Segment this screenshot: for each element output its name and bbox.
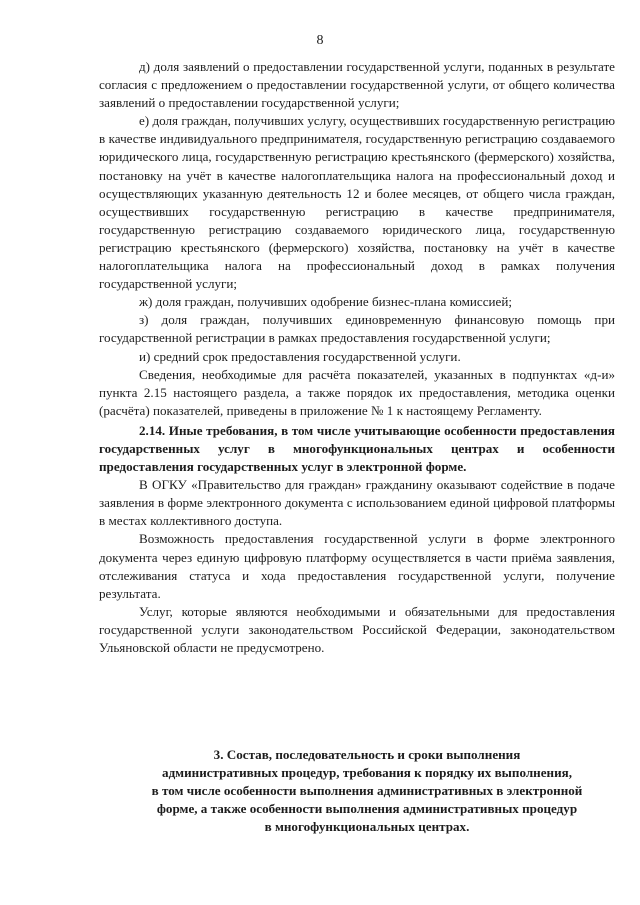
section-3-heading-line: в том числе особенности выполнения административных в электронной <box>151 783 583 798</box>
paragraph-z: з) доля граждан, получивших единовременную финансовую помощь при государственной регистрации в рамках предоставления государственной услуги; <box>99 312 615 346</box>
section-3-heading-line: форме, а также особенности выполнения административных процедур <box>156 801 578 816</box>
section-3-heading-line: в многофункциональных центрах. <box>264 819 470 834</box>
paragraph-services: Услуг, которые являются необходимыми и обязательными для предоставления государственной услуги законодательством Российской Федерации, законодательством Ульяновской области не предусмотрено. <box>99 603 615 655</box>
paragraph-info: Сведения, необходимые для расчёта показателей, указанных в подпунктах «д-и» пункта 2.15 настоящего раздела, а также порядок их предоставления, методика оценки (расчёта) показателей, приведены в приложение № 1 к настоящему Регламенту. <box>99 366 615 418</box>
section-3-heading <box>99 746 615 836</box>
paragraph-possibility: Возможность предоставления государственной услуги в форме электронного документа через единую цифровую платформу осуществляется в части приёма заявления, отслеживания статуса и хода предоставления государственной услуги, получение результата. <box>99 531 615 601</box>
section-2-14-heading: 2.14. Иные требования, в том числе учитывающие особенности предоставления государственных услуг в многофункциональных центрах и особенности предоставления государственных услуг в электронной форме. <box>99 422 615 475</box>
paragraph-ogku: В ОГКУ «Правительство для граждан» гражданину оказывают содействие в подаче заявления в форме электронного документа с использованием единой цифровой платформы в местах коллективного доступа. <box>99 477 615 529</box>
section-3-heading-line: административных процедур, требования к порядку их выполнения, <box>162 765 572 780</box>
section-3-heading-line: 3. Состав, последовательность и сроки выполнения <box>213 747 521 762</box>
paragraph-d: д) доля заявлений о предоставлении государственной услуги, поданных в результате согласия с предложением о предоставлении государственной услуги, от общего количества заявлений о предоставлении государственной услуги; <box>99 59 615 111</box>
paragraph-i: и) средний срок предоставления государственной услуги. <box>139 348 461 364</box>
page-number: 8 <box>316 33 324 48</box>
document-body <box>99 58 615 657</box>
paragraph-e: е) доля граждан, получивших услугу, осуществивших государственную регистрацию в качестве индивидуального предпринимателя, государственную регистрацию создаваемого юридического лица, государственную регистрацию крестьянского (фермерского) хозяйства, постановку на учёт в качестве налогоплательщика налога на профессиональный доход и осуществляющих указанную деятельность 12 и более месяцев, от общего числа граждан, осуществивших государственную регистрацию в качестве предпринимателя, государственную регистрацию создаваемого юридического лица, государственную регистрацию крестьянского (фермерского) хозяйства, постановку на учёт в качестве налогоплательщика налога на профессиональный доход в рамках получения государственной услуги; <box>99 113 615 292</box>
paragraph-zh: ж) доля граждан, получивших одобрение бизнес-плана комиссией; <box>139 294 512 310</box>
